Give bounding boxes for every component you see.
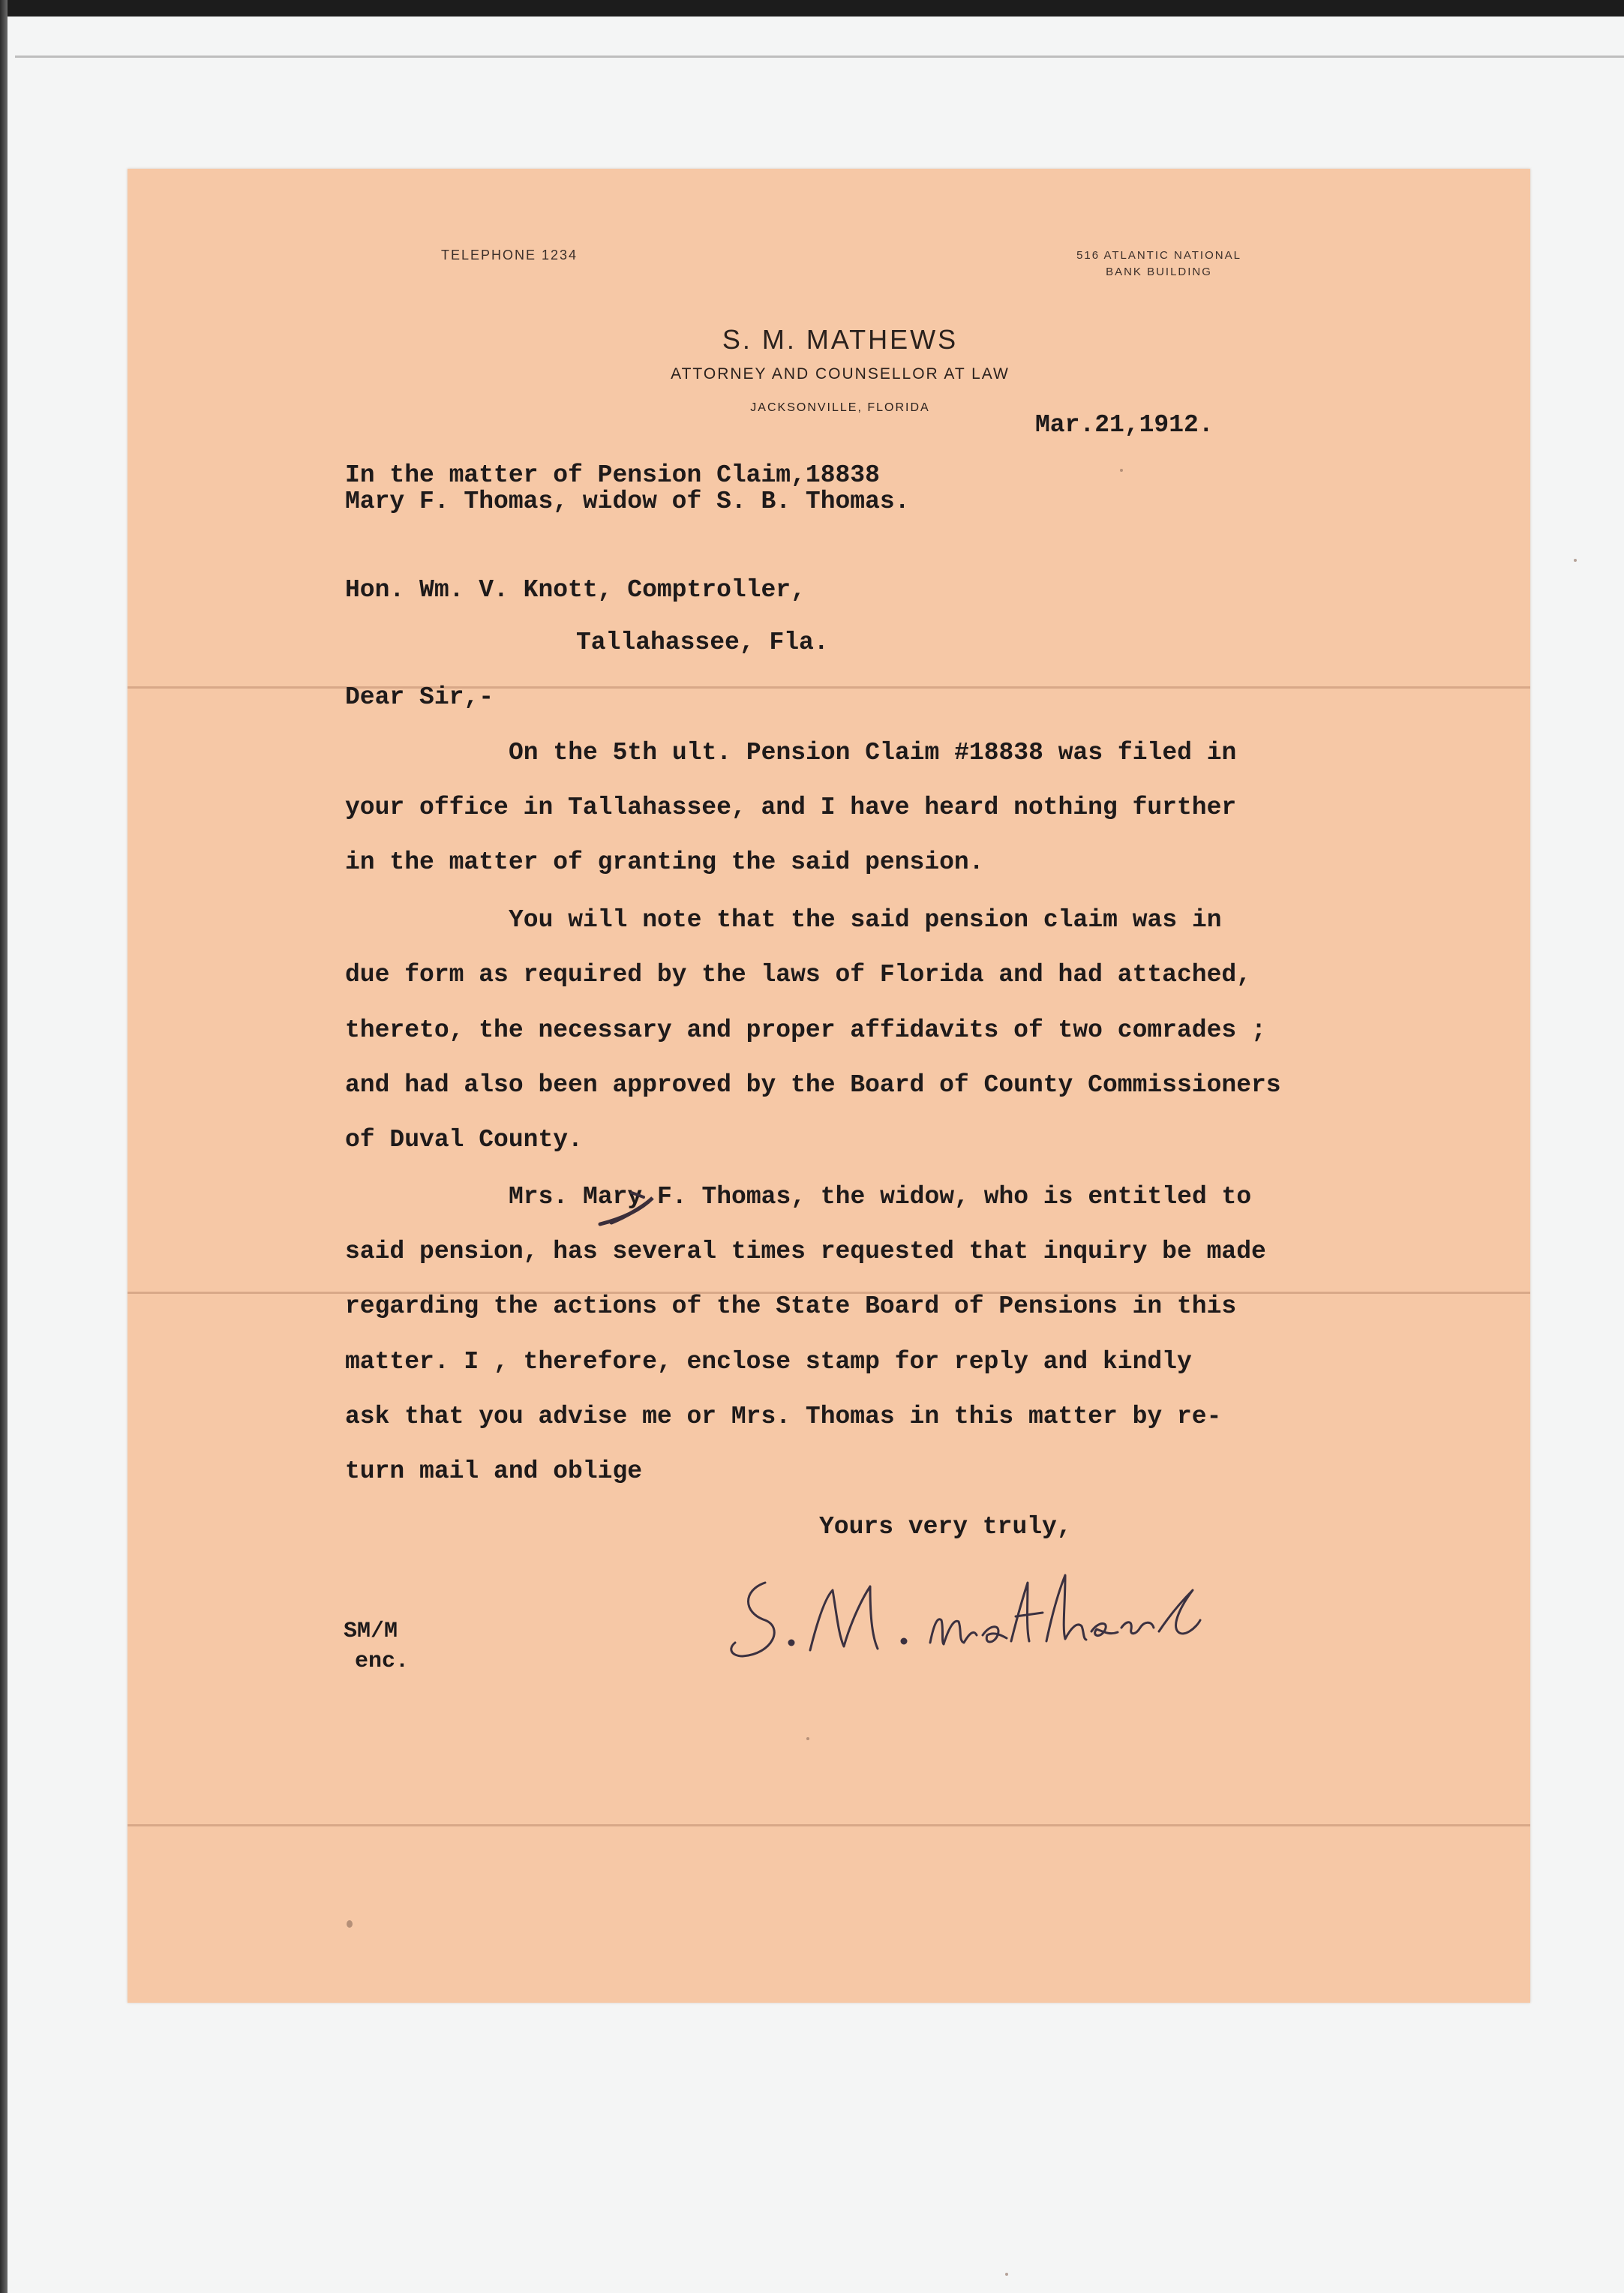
letterhead-telephone: TELEPHONE 1234 xyxy=(441,248,578,263)
letter-date: Mar.21,1912. xyxy=(1035,411,1214,439)
body-line: Mrs. Mary F. Thomas, the widow, who is entitled to xyxy=(509,1183,1252,1211)
body-line: of Duval County. xyxy=(345,1126,583,1154)
typist-initials: SM/M xyxy=(344,1619,398,1644)
enclosure-note: enc. xyxy=(355,1649,410,1674)
body-line: You will note that the said pension claim was in xyxy=(509,906,1222,934)
body-line: regarding the actions of the State Board of Pensions in this xyxy=(345,1292,1237,1320)
body-line: thereto, the necessary and proper affidavits of two comrades ; xyxy=(345,1016,1266,1044)
body-line: turn mail and oblige xyxy=(345,1457,643,1485)
paper-fold xyxy=(128,1824,1530,1826)
paper-speck xyxy=(1005,2273,1008,2276)
signature xyxy=(713,1560,1253,1673)
body-line: your office in Tallahassee, and I have heard nothing further xyxy=(345,794,1237,821)
letterhead-title: ATTORNEY AND COUNSELLOR AT LAW xyxy=(671,365,1010,383)
handwritten-correction-mark xyxy=(593,1179,668,1232)
paper-speck xyxy=(347,1920,353,1928)
subject-line: Mary F. Thomas, widow of S. B. Thomas. xyxy=(345,488,910,515)
body-line: said pension, has several times requested that inquiry be made xyxy=(345,1238,1266,1265)
scanner-top-edge xyxy=(0,0,1624,17)
recipient-line: Hon. Wm. V. Knott, Comptroller, xyxy=(345,576,806,604)
body-line: in the matter of granting the said pension. xyxy=(345,848,984,876)
paper-fold xyxy=(128,686,1530,689)
letterhead-name: S. M. MATHEWS xyxy=(722,324,959,355)
salutation: Dear Sir,- xyxy=(345,683,494,711)
paper-speck xyxy=(1120,469,1123,472)
body-line: matter. I , therefore, enclose stamp for reply and kindly xyxy=(345,1348,1192,1376)
closing: Yours very truly, xyxy=(819,1513,1072,1541)
scan-line xyxy=(15,56,1624,58)
letterhead-address xyxy=(1031,248,1286,281)
scanner-left-edge xyxy=(0,0,8,2293)
body-line: due form as required by the laws of Florida and had attached, xyxy=(345,961,1251,989)
subject-line: In the matter of Pension Claim,18838 xyxy=(345,461,880,489)
paper-speck xyxy=(1574,559,1577,562)
recipient-line: Tallahassee, Fla. xyxy=(576,629,829,656)
letterhead-city: JACKSONVILLE, FLORIDA xyxy=(750,401,930,414)
body-line: On the 5th ult. Pension Claim #18838 was filed in xyxy=(509,739,1237,767)
paper-speck xyxy=(806,1737,809,1740)
letterhead-address-line1: 516 ATLANTIC NATIONAL xyxy=(1076,249,1241,262)
letterhead-address-line2: BANK BUILDING xyxy=(1106,266,1212,278)
body-line: ask that you advise me or Mrs. Thomas in this matter by re- xyxy=(345,1403,1222,1430)
body-line: and had also been approved by the Board of County Commissioners xyxy=(345,1071,1281,1099)
